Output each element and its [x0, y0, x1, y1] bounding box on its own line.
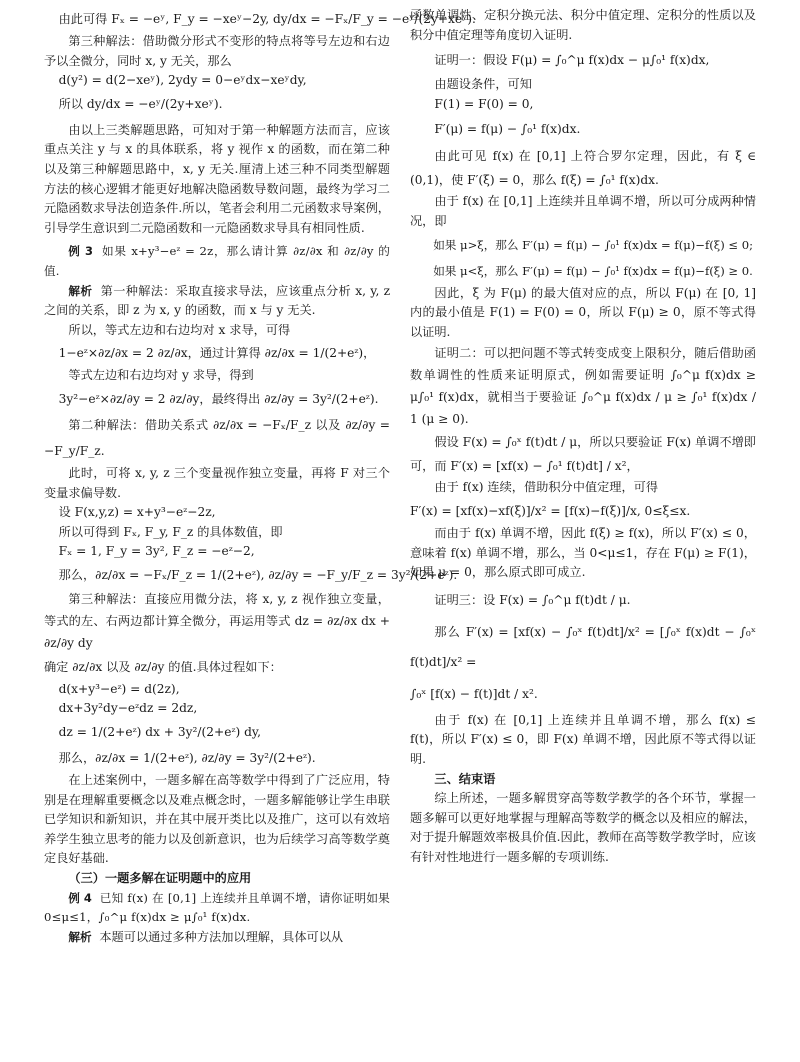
right-r2: 由题设条件，可知 [434, 77, 532, 92]
proof-3-text: 设 F(x) = ∫₀^μ f(t)dt / μ. [483, 592, 631, 607]
left-a14: d(x+y³−eᶻ) = d(2z), [58, 681, 180, 696]
left-a4: 等式左边和右边均对 y 求导，得到 [68, 368, 254, 383]
right-column [410, 6, 756, 867]
example-3 [44, 242, 390, 281]
proof-3-label: 证明三： [434, 592, 484, 607]
right-r11: 假设 F(x) = ∫₀ˣ f(t)dt / μ，所以只要验证 F(x) 单调不增即可，而 F′(x) = [xf(x) − ∫₀¹ f(t)dt] / x²， [410, 435, 756, 474]
left-a3: 1−eᶻ×∂z/∂x = 2 ∂z/∂x，通过计算得 ∂z/∂x = 1/(2+eᶻ)， [58, 346, 376, 361]
left-a16: dz = 1/(2+eᶻ) dx + 3y²/(2+eᶻ) dy, [58, 725, 262, 740]
left-a8: 设 F(x,y,z) = x+y³−eᶻ−2z, [58, 505, 216, 520]
analysis-3 [44, 282, 390, 321]
section-3-heading: （三）一题多解在证明题中的应用 [68, 871, 252, 886]
left-a10: Fₓ = 1, F_y = 3y², F_z = −eᶻ−2, [58, 544, 255, 559]
right-r13: F′(x) = [xf(x)−xf(ξ)]/x² = [f(x)−f(ξ)]/x, 0≤ξ≤x. [410, 503, 691, 518]
left-a5: 3y²−eᶻ×∂z/∂y = 2 ∂z/∂y，最终得出 ∂z/∂y = 3y²/(2+eᶻ). [58, 391, 379, 406]
right-r7: 如果 μ>ξ，那么 F′(μ) = f(μ) − ∫₀¹ f(x)dx = f(μ)−f(ξ) ≤ 0; [433, 237, 754, 252]
right-r12: 由于 f(x) 连续，借助积分中值定理，可得 [434, 480, 659, 495]
right-r18: 由于 f(x) 在 [0,1] 上连续并且单调不增，那么 f(x) ≤ f(t)，所以 F′(x) ≤ 0，即 F(x) 单调不增，因此原不等式得以证明. [410, 712, 756, 766]
example-4-text: 已知 f(x) 在 [0,1] 上连续并且单调不增，请你证明如果 0≤μ≤1，∫₀^μ f(x)dx ≥ μ∫₀¹ f(x)dx. [44, 890, 390, 925]
right-r5: 由此可见 f(x) 在 [0,1] 上符合罗尔定理，因此，有 ξ ∈ (0,1)，使 F′(ξ) = 0，那么 f(ξ) = ∫₀¹ f(x)dx. [410, 149, 756, 188]
left-line-1: 由此可得 Fₓ = −eʸ, F_y = −xeʸ−2y, dy/dx = −Fₓ/F_y = −eʸ/(2y+xeʸ). [58, 12, 476, 26]
proof-1-label: 证明一： [434, 53, 484, 68]
analysis-4-text: 本题可以通过多种方法加以理解，具体可以从 [99, 929, 344, 944]
analysis-4 [44, 928, 390, 948]
left-a2: 所以，等式左边和右边均对 x 求导，可得 [68, 322, 291, 337]
left-line-2: 第三种解法：借助微分形式不变形的特点将等号左边和右边予以全微分，同时 x, y 无关，那么 [44, 34, 390, 68]
proof-2 [410, 342, 756, 430]
proof-1-text: 假设 F(μ) = ∫₀^μ f(x)dx − μ∫₀¹ f(x)dx, [483, 53, 710, 68]
example-3-text: 如果 x+y³−eᶻ = 2z，那么请计算 ∂z/∂x 和 ∂z/∂y 的值. [44, 244, 390, 278]
right-r19: 综上所述，一题多解贯穿高等数学教学的各个环节，掌握一题多解可以更好地掌握与理解高等数学的概念以及相应的解法，对于提升解题效率极具价值.因此，教师在高等数学教学时，应该有针对性地进行一题多解的专项训练. [410, 791, 756, 864]
left-line-3: d(y²) = d(2−xeʸ), 2ydy = 0−eʸdx−xeʸdy, [58, 73, 307, 88]
right-r8: 如果 μ<ξ，那么 F′(μ) = f(μ) − ∫₀¹ f(x)dx = f(μ)−f(ξ) ≥ 0. [433, 263, 753, 278]
analysis-4-label: 解析 [68, 929, 92, 944]
left-line-4: 所以 dy/dx = −eʸ/(2y+xeʸ). [58, 96, 223, 111]
right-r6: 由于 f(x) 在 [0,1] 上连续并且单调不增，所以可分成两种情况，即 [410, 194, 756, 228]
right-r17: ∫₀ˣ [f(x) − f(t)]dt / x². [410, 686, 538, 701]
left-a15: dx+3y²dy−eᶻdz = 2dz, [58, 701, 198, 716]
left-a18: 在上述案例中，一题多解在高等数学中得到了广泛应用，特别是在理解重要概念以及难点概念时，一题多解能够让学生串联已学知识和新知识，并在其中展开类比以及推广，这可以有效培养学生独立思考的能力以及创新意识，也为后续学习高等数学奠定良好基础. [44, 773, 390, 866]
proof-2-text: 可以把问题不等式转变成变上限积分，随后借助函数单调性的性质来证明原式，例如需要证明 ∫₀^μ f(x)dx ≥ μ∫₀¹ f(x)dx，就相当于要验证 ∫₀^μ f(x)dx / μ ≥ ∫₀¹ f(x)dx / 1 (μ ≥ 0). [410, 346, 757, 427]
right-r16: 那么 F′(x) = [xf(x) − ∫₀ˣ f(t)dt]/x² = [∫₀ˣ f(x)dt − ∫₀ˣ f(t)dt]/x² = [410, 624, 756, 669]
left-a13: 确定 ∂z/∂x 以及 ∂z/∂y 的值.具体过程如下： [44, 659, 282, 674]
left-a17: 那么，∂z/∂x = 1/(2+eᶻ), ∂z/∂y = 3y²/(2+eᶻ). [58, 751, 316, 766]
proof-1 [410, 45, 756, 75]
analysis-3-text: 第一种解法：采取直接求导法，应该重点分析 x, y, z 之间的关系，即 z 为 x, y 的函数，而 x 与 y 无关. [44, 283, 390, 318]
left-a6: 第二种解法：借助关系式 ∂z/∂x = −Fₓ/F_z 以及 ∂z/∂y = −F_y/F_z. [44, 417, 390, 458]
example-3-label: 例 3 [68, 244, 93, 259]
example-4-label: 例 4 [68, 890, 92, 905]
section-end-heading: 三、结束语 [434, 771, 496, 786]
left-a9: 所以可得到 Fₓ, F_y, F_z 的具体数值，即 [58, 524, 283, 539]
analysis-3-label: 解析 [68, 283, 93, 298]
left-a12: 第三种解法：直接应用微分法，将 x, y, z 视作独立变量，等式的左、右两边都计算全微分，再运用等式 dz = ∂z/∂x dx + ∂z/∂y dy [44, 591, 390, 650]
right-r1: 函数单调性、定积分换元法、积分中值定理、定积分的性质以及积分中值定理等角度切入证明. [410, 8, 756, 42]
right-r3: F(1) = F(0) = 0, [434, 96, 534, 111]
example-4 [44, 889, 390, 928]
left-summary-paragraph: 由以上三类解题思路，可知对于第一种解题方法而言，应该重点关注 y 与 x 的具体联系，将 y 视作 x 的函数，而在第二种以及第三种解题思路中，x, y 无关.厘清上述三种不同类型解题方法的核心逻辑才能更好地解决隐函数导数问题，最终为学习二元隐函数求导法创造条件.所以，笔者会利用二元函数求导案例，引导学生意识到二元隐函数和一元隐函数求导具有相同性质. [44, 122, 390, 235]
right-r14: 而由于 f(x) 单调不增，因此 f(ξ) ≥ f(x)，所以 F′(x) ≤ 0，意味着 f(x) 单调不增，那么，当 0<μ≤1，存在 F(μ) ≥ F(1)，如果 μ = 0，那么原式即可成立. [410, 525, 756, 580]
proof-2-label: 证明二： [434, 346, 484, 361]
right-r9: 因此，ξ 为 F(μ) 的最大值对应的点，所以 F(μ) 在 [0, 1] 内的最小值是 F(1) = F(0) = 0，所以 F(μ) ≥ 0，原不等式得以证明. [410, 285, 756, 339]
proof-3 [410, 583, 756, 617]
left-a11: 那么，∂z/∂x = −Fₓ/F_z = 1/(2+eᶻ), ∂z/∂y = −F_y/F_z = 3y²/(2+eᶻ). [58, 567, 458, 582]
left-a7: 此时，可将 x, y, z 三个变量视作独立变量，再将 F 对三个变量求偏导数. [44, 465, 390, 500]
right-r4: F′(μ) = f(μ) − ∫₀¹ f(x)dx. [434, 122, 581, 137]
